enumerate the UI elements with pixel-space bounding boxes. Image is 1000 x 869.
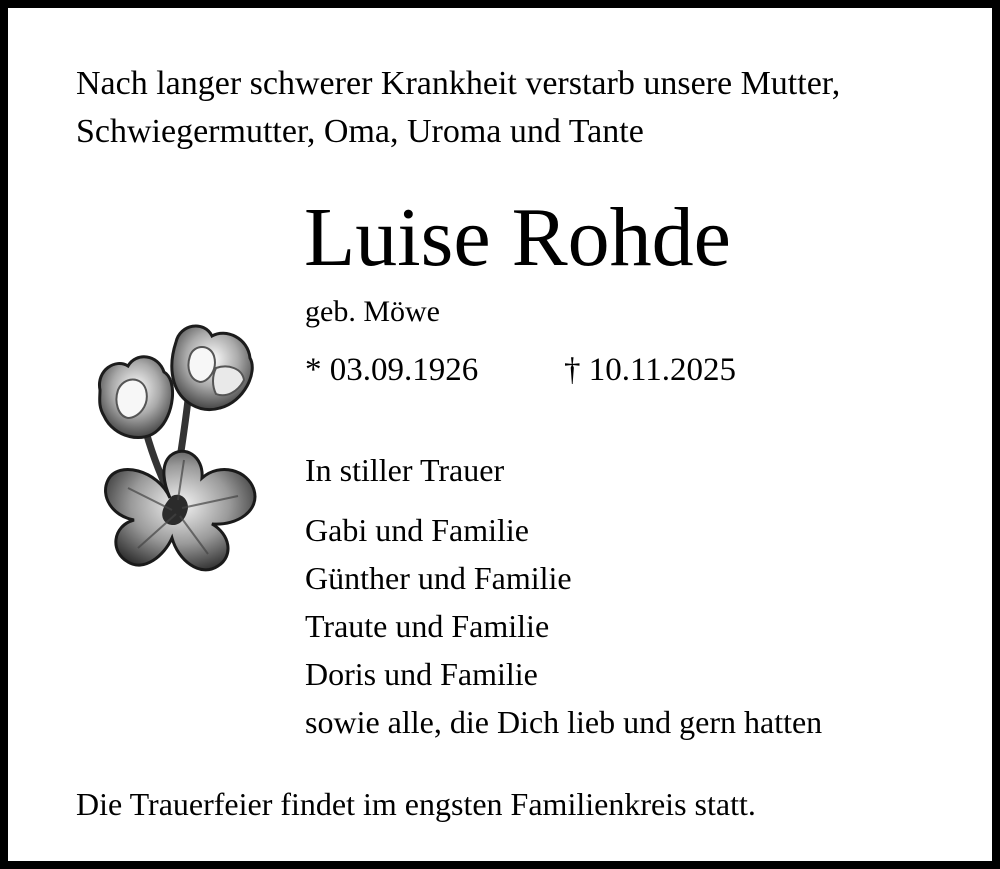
intro-line-1: Nach langer schwerer Krankheit verstarb unsere Mutter, — [76, 65, 841, 102]
birth-name: geb. Möwe — [305, 295, 440, 328]
family-line: Günther und Familie — [305, 560, 572, 596]
family-list — [305, 506, 822, 746]
death-date: † 10.11.2025 — [564, 352, 737, 388]
family-line: sowie alle, die Dich lieb und gern hatten — [305, 704, 823, 740]
birth-date: * 03.09.1926 — [305, 352, 479, 388]
closing-text: Die Trauerfeier findet im engsten Familienkreis statt. — [76, 786, 756, 822]
intro-line-2: Schwiegermutter, Oma, Uroma und Tante — [76, 113, 644, 150]
family-line: Gabi und Familie — [305, 512, 529, 548]
intro-text — [76, 60, 840, 156]
deceased-name: Luise Rohde — [304, 191, 731, 284]
mourning-phrase: In stiller Trauer — [305, 452, 505, 488]
family-line: Traute und Familie — [305, 608, 550, 644]
life-dates — [305, 348, 737, 392]
flower-icon — [88, 320, 263, 582]
family-line: Doris und Familie — [305, 656, 538, 692]
